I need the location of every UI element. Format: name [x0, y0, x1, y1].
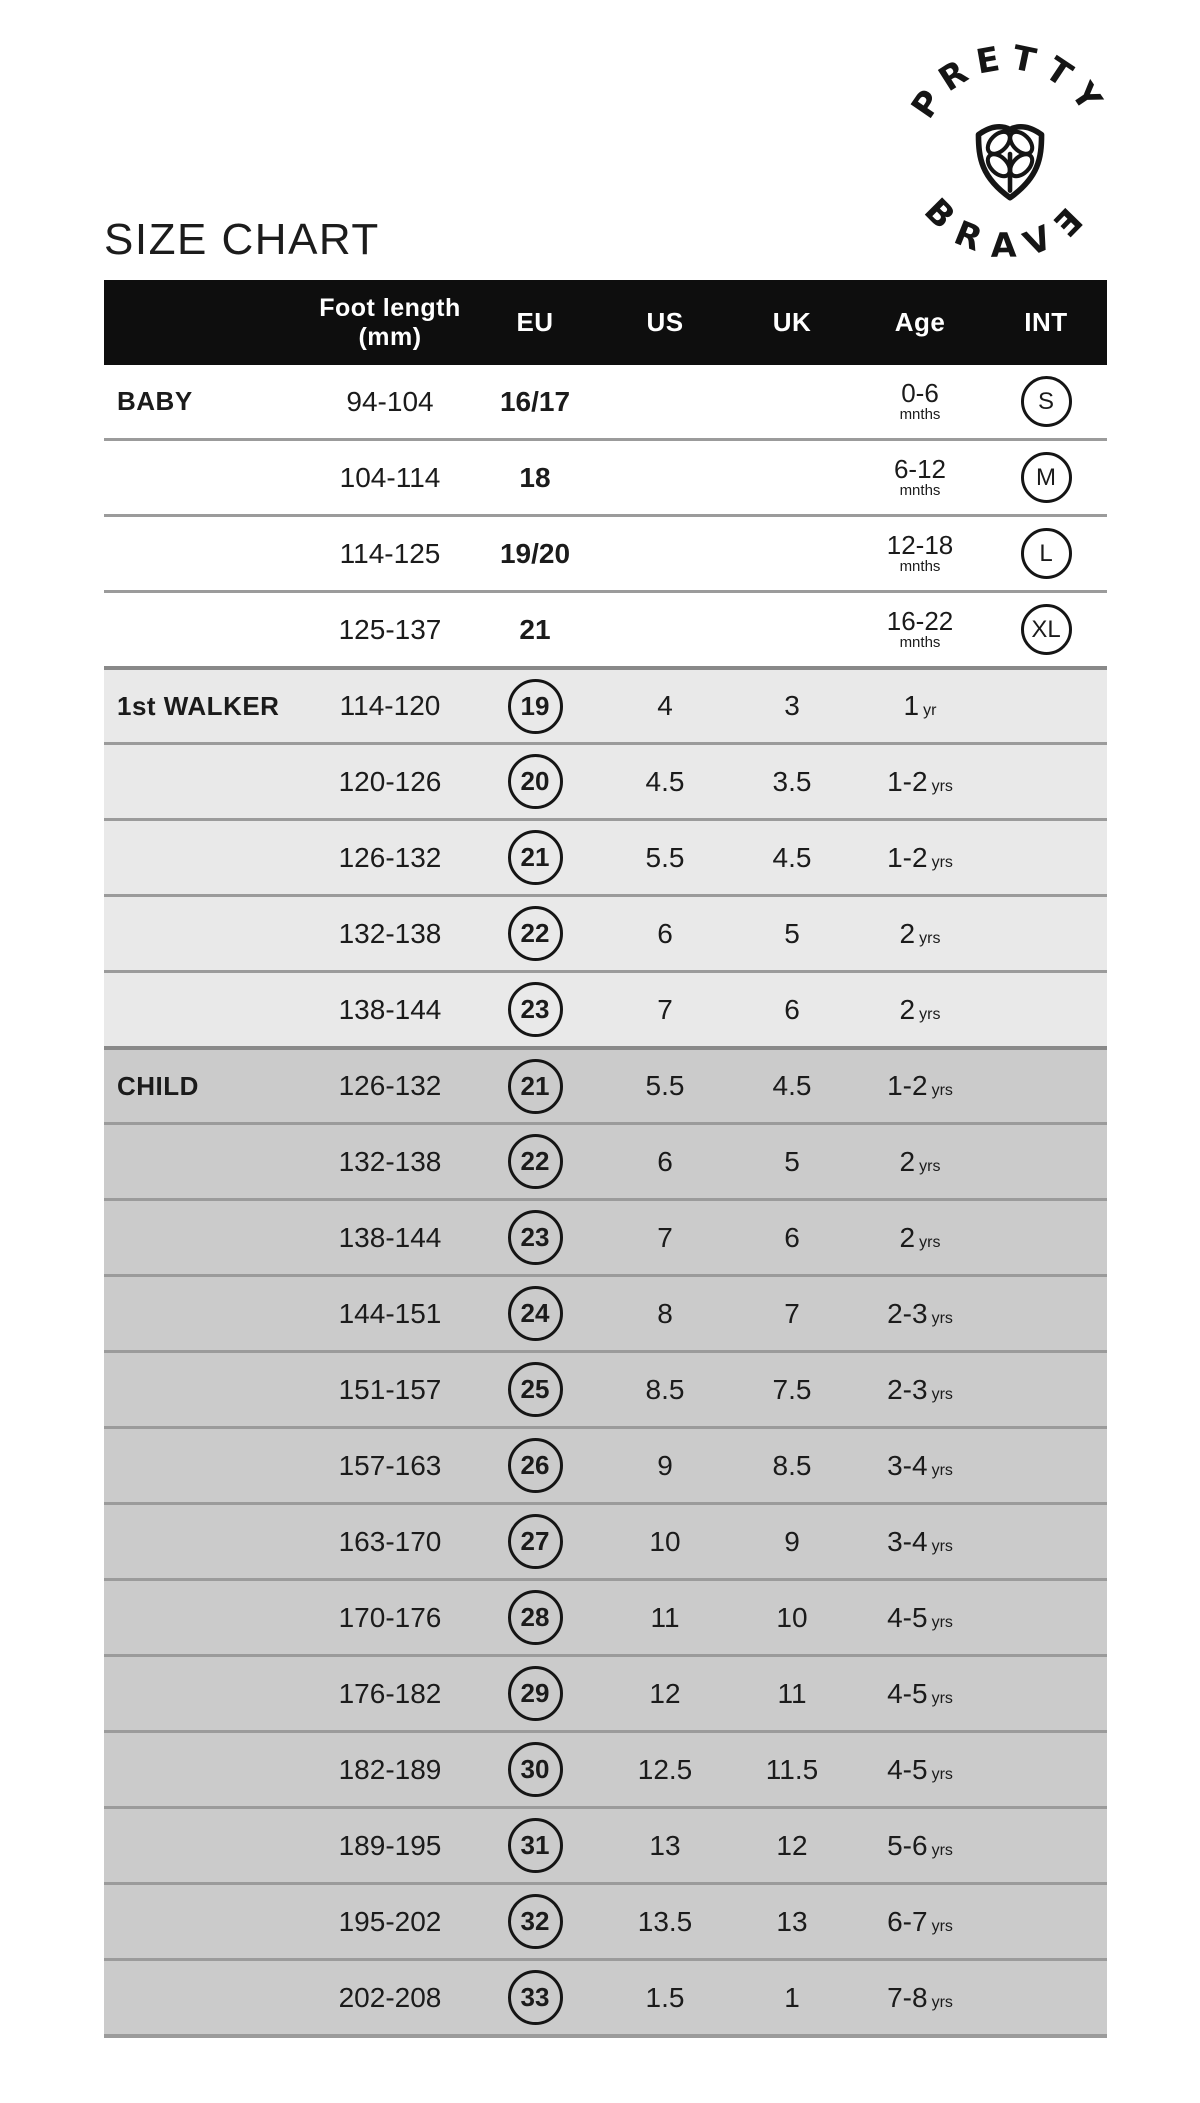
cell-foot-length: 202-208	[338, 1981, 442, 2013]
cell-eu	[508, 982, 563, 1037]
cell-foot-length: 126-132	[338, 1070, 442, 1101]
cell-us: 6	[657, 1145, 673, 1177]
cell-uk: 1	[784, 1981, 800, 2013]
cell-us: 7	[657, 993, 673, 1025]
size-row	[104, 742, 1107, 818]
cell-us: 1.5	[645, 1981, 685, 2013]
cell-eu	[508, 1514, 563, 1569]
eu-circle-badge: 28	[508, 1590, 563, 1645]
age-range: 1-2 yrs	[887, 1070, 953, 1101]
cell-uk: 7.5	[772, 1373, 812, 1405]
cell-foot-length: 157-163	[338, 1449, 442, 1481]
eu-circle-badge: 25	[508, 1362, 563, 1417]
cell-eu	[508, 1742, 563, 1797]
cell-eu	[508, 1666, 563, 1721]
table-header-row	[104, 280, 1107, 365]
cell-uk: 6	[784, 1221, 800, 1253]
cell-us: 6	[657, 917, 673, 949]
cell-us: 4.5	[645, 765, 685, 797]
cell-uk: 11.5	[765, 1753, 819, 1785]
cell-us: 5.5	[645, 1070, 685, 1101]
size-row	[104, 438, 1107, 514]
cell-section-label: 1st WALKER	[117, 690, 280, 721]
cell-eu	[508, 1590, 563, 1645]
cell-us: 13.5	[637, 1905, 693, 1937]
cell-foot-length: 125-137	[338, 613, 442, 645]
cell-eu	[508, 1970, 563, 2025]
eu-circle-badge: 32	[508, 1894, 563, 1949]
age-range: 2-3 yrs	[887, 1297, 953, 1329]
cell-foot-length: 151-157	[338, 1373, 442, 1405]
age-range: 0-6 mnths	[899, 377, 941, 424]
cell-age	[887, 1070, 953, 1102]
age-range: 3-4 yrs	[887, 1449, 953, 1481]
cell-us: 13	[649, 1829, 681, 1861]
eu-circle-badge: 29	[508, 1666, 563, 1721]
age-range: 5-6 yrs	[887, 1829, 953, 1861]
size-row	[104, 1502, 1107, 1578]
eu-circle-badge: 22	[508, 1134, 563, 1189]
size-row	[104, 1806, 1107, 1882]
age-range: 2-3 yrs	[887, 1373, 953, 1405]
cell-us: 12	[649, 1677, 681, 1709]
cell-foot-length: 138-144	[338, 993, 442, 1025]
cell-foot-length: 126-132	[338, 841, 442, 873]
eu-circle-badge: 20	[508, 754, 563, 809]
cell-age	[887, 1906, 953, 1938]
cell-age	[900, 1222, 941, 1254]
cell-age	[887, 842, 953, 874]
shield-clover-icon	[978, 127, 1041, 198]
cell-age	[893, 453, 947, 500]
col-header-uk: UK	[772, 307, 812, 337]
cell-uk: 3	[784, 690, 800, 721]
age-range: 3-4 yrs	[887, 1525, 953, 1557]
age-range: 6-12 mnths	[893, 453, 947, 500]
size-row	[104, 590, 1107, 666]
cell-section-label: CHILD	[117, 1070, 199, 1101]
cell-us: 8	[657, 1297, 673, 1329]
cell-foot-length: 114-120	[339, 690, 441, 721]
size-row	[104, 1426, 1107, 1502]
table-body	[104, 365, 1107, 2034]
int-circle-badge: L	[1021, 528, 1072, 579]
age-range: 7-8 yrs	[887, 1981, 953, 2013]
eu-circle-badge: 21	[508, 830, 563, 885]
cell-age	[887, 1830, 953, 1862]
int-circle-badge: S	[1021, 376, 1072, 427]
size-row	[104, 666, 1107, 742]
cell-foot-length: 176-182	[338, 1677, 442, 1709]
size-row	[104, 818, 1107, 894]
cell-us: 7	[657, 1221, 673, 1253]
eu-circle-badge: 24	[508, 1286, 563, 1341]
size-row	[104, 970, 1107, 1046]
col-header-us: US	[646, 307, 684, 337]
cell-age	[904, 690, 937, 722]
eu-circle-badge: 23	[508, 1210, 563, 1265]
age-range: 2 yrs	[899, 917, 941, 949]
eu-circle-badge: 23	[508, 982, 563, 1037]
cell-us: 4	[657, 690, 673, 721]
age-range: 1 yr	[903, 690, 937, 721]
age-range: 1-2 yrs	[887, 841, 953, 873]
cell-age	[886, 529, 954, 576]
cell-uk: 7	[784, 1297, 800, 1329]
cell-eu	[519, 462, 550, 494]
logo-top-arc-text: PRETTY	[903, 37, 1115, 126]
cell-age	[886, 605, 954, 652]
age-range: 4-5 yrs	[887, 1753, 953, 1785]
size-row	[104, 894, 1107, 970]
cell-foot-length: 182-189	[338, 1753, 442, 1785]
col-header-foot-length: Foot length (mm)	[319, 293, 461, 351]
cell-age	[887, 1602, 953, 1634]
size-row	[104, 1198, 1107, 1274]
size-row	[104, 1350, 1107, 1426]
age-range: 12-18 mnths	[886, 529, 954, 576]
cell-int	[1021, 376, 1072, 427]
eu-circle-badge: 33	[508, 1970, 563, 2025]
eu-size-text: 16/17	[499, 385, 571, 417]
cell-eu	[500, 386, 570, 418]
cell-foot-length: 104-114	[339, 461, 441, 493]
cell-uk: 4.5	[772, 1070, 812, 1101]
eu-size-text: 21	[519, 613, 551, 645]
cell-uk: 3.5	[772, 765, 812, 797]
cell-uk: 13	[776, 1905, 808, 1937]
cell-foot-length: 114-125	[339, 537, 441, 569]
cell-int	[1021, 528, 1072, 579]
cell-uk: 9	[784, 1525, 800, 1557]
cell-age	[887, 1982, 953, 2014]
int-circle-badge: XL	[1021, 604, 1072, 655]
cell-age	[887, 1678, 953, 1710]
cell-age	[900, 994, 941, 1026]
cell-uk: 4.5	[772, 841, 812, 873]
cell-us: 8.5	[645, 1373, 685, 1405]
cell-foot-length: 195-202	[338, 1905, 442, 1937]
age-range: 2 yrs	[899, 993, 941, 1025]
size-row	[104, 365, 1107, 438]
cell-section-label: BABY	[117, 386, 193, 416]
cell-uk: 8.5	[772, 1449, 812, 1481]
cell-eu	[508, 830, 563, 885]
size-table	[104, 280, 1107, 2038]
cell-us: 10	[649, 1525, 681, 1557]
cell-foot-length: 189-195	[338, 1829, 442, 1861]
cell-eu	[500, 538, 570, 570]
size-row	[104, 1730, 1107, 1806]
cell-eu	[508, 1059, 563, 1114]
cell-us: 12.5	[637, 1753, 693, 1785]
cell-age	[887, 1754, 953, 1786]
eu-size-text: 18	[519, 461, 551, 493]
cell-age	[887, 766, 953, 798]
age-range: 4-5 yrs	[887, 1677, 953, 1709]
cell-uk: 5	[784, 917, 800, 949]
cell-int	[1021, 604, 1072, 655]
age-range: 2 yrs	[899, 1145, 941, 1177]
age-range: 16-22 mnths	[886, 605, 954, 652]
eu-circle-badge: 21	[508, 1059, 563, 1114]
size-row	[104, 1578, 1107, 1654]
cell-eu	[508, 1286, 563, 1341]
cell-eu	[508, 679, 563, 734]
cell-eu	[508, 1210, 563, 1265]
cell-uk: 12	[776, 1829, 808, 1861]
eu-circle-badge: 31	[508, 1818, 563, 1873]
cell-eu	[508, 1438, 563, 1493]
cell-foot-length: 170-176	[338, 1601, 442, 1633]
cell-eu	[508, 1818, 563, 1873]
age-range: 1-2 yrs	[887, 765, 953, 797]
size-row	[104, 1654, 1107, 1730]
cell-uk: 5	[784, 1145, 800, 1177]
cell-eu	[508, 1134, 563, 1189]
age-range: 2 yrs	[899, 1221, 941, 1253]
cell-foot-length: 94-104	[346, 385, 434, 417]
col-header-int: INT	[1024, 307, 1068, 337]
size-row	[104, 1274, 1107, 1350]
eu-circle-badge: 19	[508, 679, 563, 734]
cell-foot-length: 132-138	[338, 917, 442, 949]
cell-age	[900, 1146, 941, 1178]
cell-foot-length: 120-126	[338, 765, 442, 797]
col-header-age: Age	[894, 307, 946, 337]
pretty-brave-logo	[892, 38, 1126, 272]
eu-circle-badge: 22	[508, 906, 563, 961]
size-row	[104, 1958, 1107, 2034]
cell-uk: 6	[784, 993, 800, 1025]
age-range: 6-7 yrs	[887, 1905, 953, 1937]
cell-us: 9	[657, 1449, 673, 1481]
cell-us: 5.5	[645, 841, 685, 873]
cell-foot-length: 132-138	[338, 1145, 442, 1177]
cell-int	[1021, 452, 1072, 503]
cell-age	[887, 1374, 953, 1406]
size-row	[104, 514, 1107, 590]
page-title: SIZE CHART	[104, 215, 380, 264]
cell-age	[887, 1450, 953, 1482]
logo-bottom-arc-text: BRAVƎ	[916, 190, 1101, 265]
cell-age	[899, 377, 941, 424]
size-row	[104, 1882, 1107, 1958]
cell-eu	[519, 614, 550, 646]
cell-eu	[508, 1362, 563, 1417]
eu-circle-badge: 30	[508, 1742, 563, 1797]
eu-size-text: 19/20	[499, 537, 571, 569]
col-header-eu: EU	[516, 307, 554, 337]
eu-circle-badge: 26	[508, 1438, 563, 1493]
cell-age	[887, 1298, 953, 1330]
size-row	[104, 1122, 1107, 1198]
int-circle-badge: M	[1021, 452, 1072, 503]
cell-eu	[508, 1894, 563, 1949]
cell-foot-length: 138-144	[338, 1221, 442, 1253]
cell-uk: 10	[776, 1601, 808, 1633]
cell-age	[900, 918, 941, 950]
cell-us: 11	[650, 1601, 680, 1633]
cell-foot-length: 163-170	[338, 1525, 442, 1557]
cell-eu	[508, 906, 563, 961]
cell-foot-length: 144-151	[338, 1297, 442, 1329]
age-range: 4-5 yrs	[887, 1601, 953, 1633]
size-row	[104, 1046, 1107, 1122]
cell-uk: 11	[777, 1677, 807, 1709]
eu-circle-badge: 27	[508, 1514, 563, 1569]
cell-eu	[508, 754, 563, 809]
cell-age	[887, 1526, 953, 1558]
